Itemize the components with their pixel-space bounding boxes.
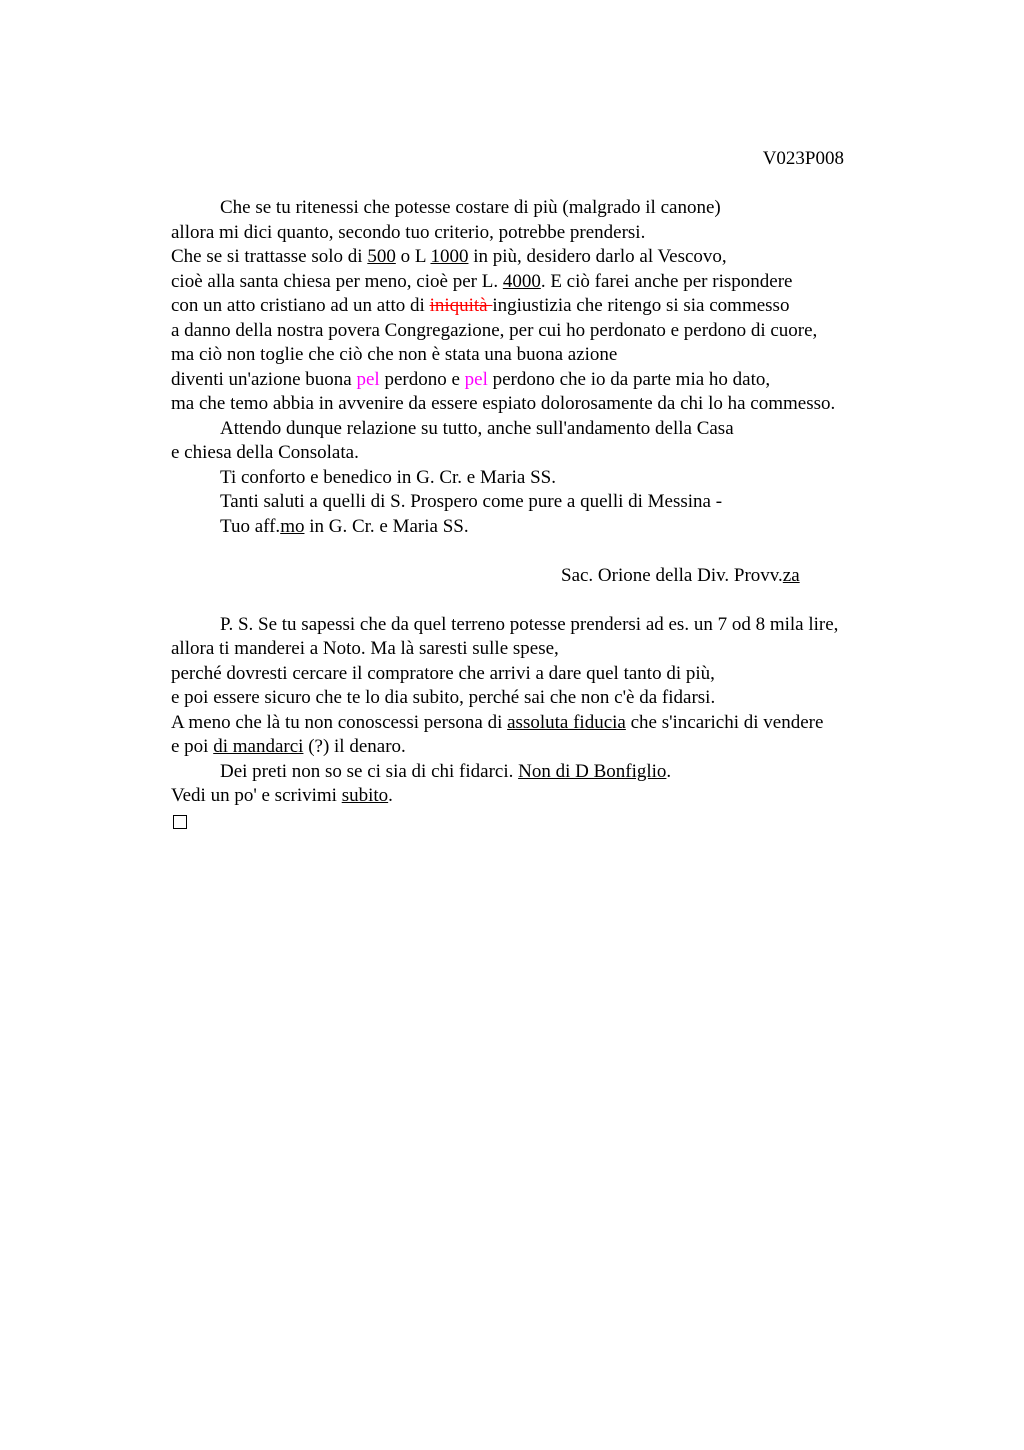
text-segment: diventi un'azione buona — [171, 368, 357, 390]
text-segment: ingiustizia che ritengo si sia commesso — [492, 295, 790, 316]
letter-line-12: Ti conforto e benedico in G. Cr. e Maria SS. — [220, 466, 556, 488]
underlined-abbrev: za — [782, 564, 800, 586]
text-segment: con un atto cristiano ad un atto di — [171, 295, 430, 316]
spacer — [171, 588, 931, 613]
underlined-phrase: assoluta fiducia — [507, 711, 626, 733]
letter-line-8 — [171, 368, 931, 393]
highlighted-word: pel — [356, 368, 380, 390]
text-segment: Vedi un po' e scrivimi — [171, 785, 342, 806]
text-segment: Sac. Orione della Div. Provv. — [561, 564, 783, 586]
letter-line-3 — [171, 245, 931, 270]
text-segment: A meno che là tu non conoscessi persona di — [171, 711, 508, 733]
postscript-line-1: P. S. Se tu sapessi che da quel terreno potesse prendersi ad es. un 7 od 8 mila lire, — [220, 613, 839, 635]
text-segment: Che se si trattasse solo di — [171, 246, 368, 267]
text-segment: in più, desidero darlo al Vescovo, — [468, 246, 727, 267]
end-marker-line — [171, 809, 931, 834]
text-segment: (?) il denaro. — [303, 736, 406, 757]
letter-line-11: e chiesa della Consolata. — [171, 442, 359, 463]
postscript-line-5 — [171, 711, 931, 736]
text-segment: e poi — [171, 736, 214, 757]
spacer — [171, 539, 931, 564]
text-segment: . — [666, 760, 672, 782]
document-body — [171, 196, 931, 833]
signature — [171, 564, 931, 589]
letter-line-5 — [171, 294, 931, 319]
letter-line-10: Attendo dunque relazione su tutto, anche sull'andamento della Casa — [220, 417, 734, 439]
text-segment: Dei preti non so se ci sia di chi fidarci. — [220, 760, 519, 782]
text-segment: in G. Cr. e Maria SS. — [304, 515, 469, 537]
postscript-line-8 — [171, 784, 931, 809]
letter-line-1: Che se tu ritenessi che potesse costare di più (malgrado il canone) — [220, 197, 721, 218]
postscript-line-2: allora ti manderei a Noto. Ma là saresti sulle spese, — [171, 638, 559, 659]
letter-line-4 — [171, 270, 931, 295]
postscript-line-6 — [171, 735, 931, 760]
page-identifier: V023P008 — [762, 148, 844, 169]
text-segment: cioè alla santa chiesa per meno, cioè per L. — [171, 270, 503, 292]
text-segment: o L — [395, 246, 431, 267]
postscript-line-7 — [171, 760, 931, 785]
highlighted-word: pel — [464, 368, 488, 390]
underlined-amount: 4000 — [502, 270, 541, 292]
letter-closing — [171, 515, 931, 540]
text-segment: Tuo aff. — [220, 515, 281, 537]
text-segment: che s'incarichi di vendere — [625, 711, 824, 733]
underlined-amount: 500 — [367, 246, 396, 267]
underlined-word: subito — [341, 785, 389, 806]
postscript-line-4: e poi essere sicuro che te lo dia subito, perché sai che non c'è da fidarsi. — [171, 687, 716, 708]
letter-line-7: ma ciò non toglie che ciò che non è stata una buona azione — [171, 344, 618, 365]
end-box-icon — [173, 815, 187, 829]
text-segment: . E ciò farei anche per rispondere — [540, 270, 793, 292]
underlined-phrase: di mandarci — [213, 736, 304, 757]
underlined-abbrev: mo — [280, 515, 305, 537]
text-segment: . — [388, 785, 393, 806]
text-segment: perdono che io da parte mia ho dato, — [487, 368, 771, 390]
letter-line-6: a danno della nostra povera Congregazione, per cui ho perdonato e perdono di cuore, — [171, 319, 818, 341]
underlined-phrase: Non di D Bonfiglio — [518, 760, 667, 782]
letter-line-9: ma che temo abbia in avvenire da essere espiato dolorosamente da chi lo ha commesso. — [171, 393, 836, 414]
letter-line-2: allora mi dici quanto, secondo tuo criterio, potrebbe prendersi. — [171, 221, 646, 243]
struck-word: iniquità — [429, 295, 493, 316]
underlined-amount: 1000 — [430, 246, 469, 267]
letter-line-13: Tanti saluti a quelli di S. Prospero come pure a quelli di Messina - — [220, 491, 723, 512]
postscript-line-3: perché dovresti cercare il compratore che arrivi a dare quel tanto di più, — [171, 662, 715, 684]
text-segment: perdono e — [379, 368, 465, 390]
